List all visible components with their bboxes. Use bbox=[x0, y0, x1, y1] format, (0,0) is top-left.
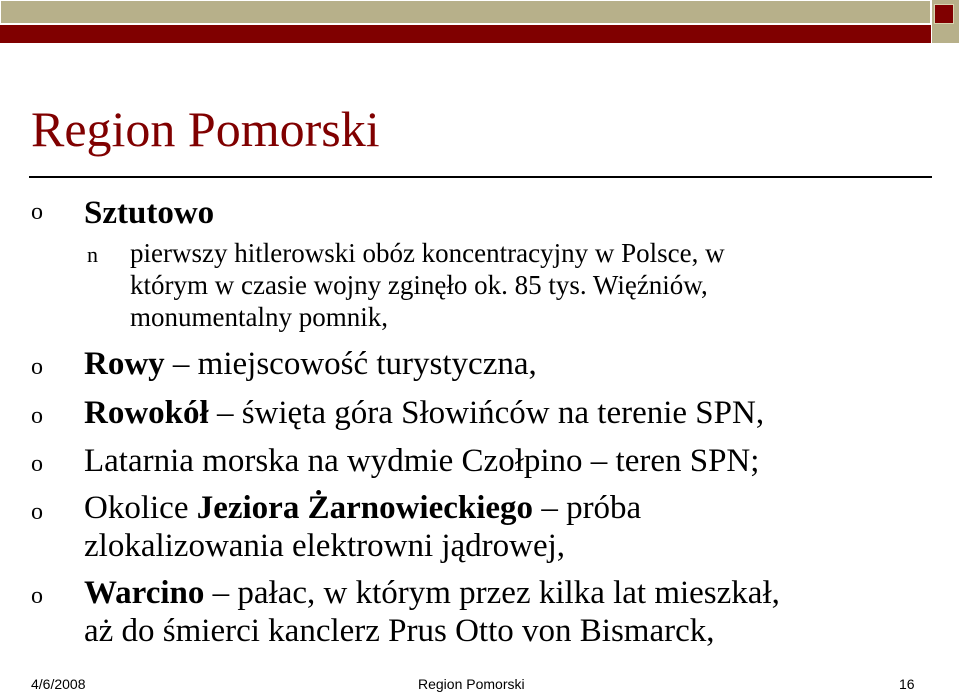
item-heading: Warcino bbox=[84, 575, 205, 611]
list-item-zarnowiec bbox=[84, 488, 944, 528]
bullet-icon: o bbox=[31, 451, 43, 477]
list-item-sztutowo bbox=[84, 193, 944, 233]
slide-title: Region Pomorski bbox=[31, 101, 380, 157]
bullet-icon: o bbox=[31, 583, 43, 609]
item-text: – miejscowość turystyczna, bbox=[164, 346, 537, 382]
top-band bbox=[0, 0, 931, 24]
list-item-warcino bbox=[84, 573, 944, 613]
sub-bullet-icon: n bbox=[87, 242, 98, 267]
list-item-continuation: zlokalizowania elektrowni jądrowej, bbox=[84, 528, 566, 564]
list-item-rowokol bbox=[84, 393, 944, 433]
item-heading: Rowokół bbox=[84, 395, 209, 431]
sub-item-line: pierwszy hitlerowski obóz koncentracyjny w Polsce, w bbox=[130, 238, 725, 268]
title-divider bbox=[29, 176, 932, 178]
sub-item-line: którym w czasie wojny zginęło ok. 85 tys. Więźniów, bbox=[130, 270, 708, 300]
bullet-icon: o bbox=[31, 199, 43, 225]
list-item-latarnia bbox=[84, 441, 944, 481]
top-accent-band bbox=[0, 25, 931, 43]
sub-item-line: monumentalny pomnik, bbox=[130, 302, 388, 332]
item-heading: Sztutowo bbox=[84, 195, 215, 231]
corner-square bbox=[934, 4, 954, 24]
footer-date: 4/6/2008 bbox=[31, 676, 86, 692]
bullet-icon: o bbox=[31, 499, 43, 525]
item-heading: Jeziora Żarnowieckiego bbox=[196, 490, 534, 526]
item-text: Latarnia morska na wydmie Czołpino – teren SPN; bbox=[84, 443, 760, 479]
item-text: – pałac, w którym przez kilka lat mieszkał, bbox=[204, 575, 780, 611]
item-heading: Rowy bbox=[84, 346, 165, 382]
item-text: – święta góra Słowińców na terenie SPN, bbox=[208, 395, 765, 431]
bullet-icon: o bbox=[31, 403, 43, 429]
item-prefix: Okolice bbox=[84, 490, 197, 526]
list-item-continuation: aż do śmierci kanclerz Prus Otto von Bismarck, bbox=[84, 613, 715, 649]
item-text: – próba bbox=[533, 490, 642, 526]
footer-page-number: 16 bbox=[899, 676, 915, 692]
bullet-icon: o bbox=[31, 354, 43, 380]
footer-title: Region Pomorski bbox=[418, 676, 525, 692]
list-item-rowy bbox=[84, 344, 944, 384]
